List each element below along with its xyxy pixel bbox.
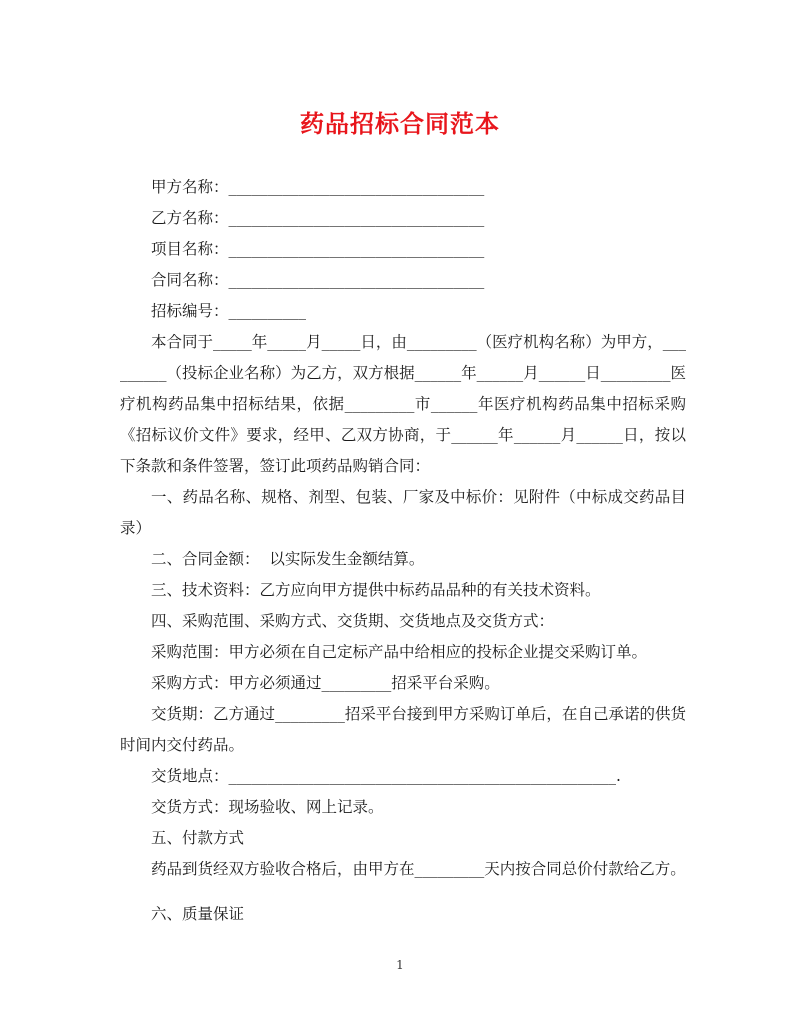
- delivery-location-line: 交货地点：__________________________________________________.: [151, 767, 621, 785]
- clause-1-drug-info: 一、药品名称、规格、剂型、包装、厂家及中标价：见附件（中标成交药品目录）: [120, 488, 686, 537]
- document-title: 药品招标合同范本: [300, 109, 500, 138]
- clause-6-quality: 六、质量保证: [151, 905, 245, 923]
- procurement-scope-line: 采购范围：甲方必须在自己定标产品中给相应的投标企业提交采购订单。: [151, 643, 648, 661]
- contract-name-line: 合同名称：_________________________________: [151, 271, 485, 289]
- procurement-method-line: 采购方式：甲方必须通过_________招采平台采购。: [151, 674, 500, 692]
- document-body: [120, 172, 686, 930]
- delivery-period-paragraph: 交货期：乙方通过_________招采平台接到甲方采购订单后，在自己承诺的供货时间内交付药品。: [120, 705, 686, 754]
- tender-number-line: 招标编号：__________: [151, 302, 307, 320]
- party-a-name-line: 甲方名称：_________________________________: [151, 178, 485, 196]
- clause-3-technical-data: 三、技术资料：乙方应向甲方提供中标药品品种的有关技术资料。: [151, 581, 601, 599]
- delivery-method-line: 交货方式：现场验收、网上记录。: [151, 798, 384, 816]
- page-number: 1: [396, 958, 404, 972]
- party-b-name-line: 乙方名称：_________________________________: [151, 209, 485, 227]
- contract-intro-paragraph: 本合同于_____年_____月_____日，由_________（医疗机构名称）为甲方，_________（投标企业名称）为乙方，双方根据______年______月______日_________医疗机构药品集中招标结果，依据_________市______年医疗机构药品集中招标采购《招标议价文件》要求，经甲、乙双方协商，于______年______月______日，按以下条款和条件签署，签订此项药品购销合同：: [120, 333, 686, 475]
- clause-2-contract-amount: 二、合同金额： 以实际发生金额结算。: [151, 550, 425, 568]
- clause-5-payment: 五、付款方式: [151, 829, 245, 847]
- clause-4-procurement: 四、采购范围、采购方式、交货期、交货地点及交货方式：: [151, 612, 555, 630]
- project-name-line: 项目名称：_________________________________: [151, 240, 485, 258]
- payment-paragraph: 药品到货经双方验收合格后，由甲方在_________天内按合同总价付款给乙方。: [151, 860, 686, 878]
